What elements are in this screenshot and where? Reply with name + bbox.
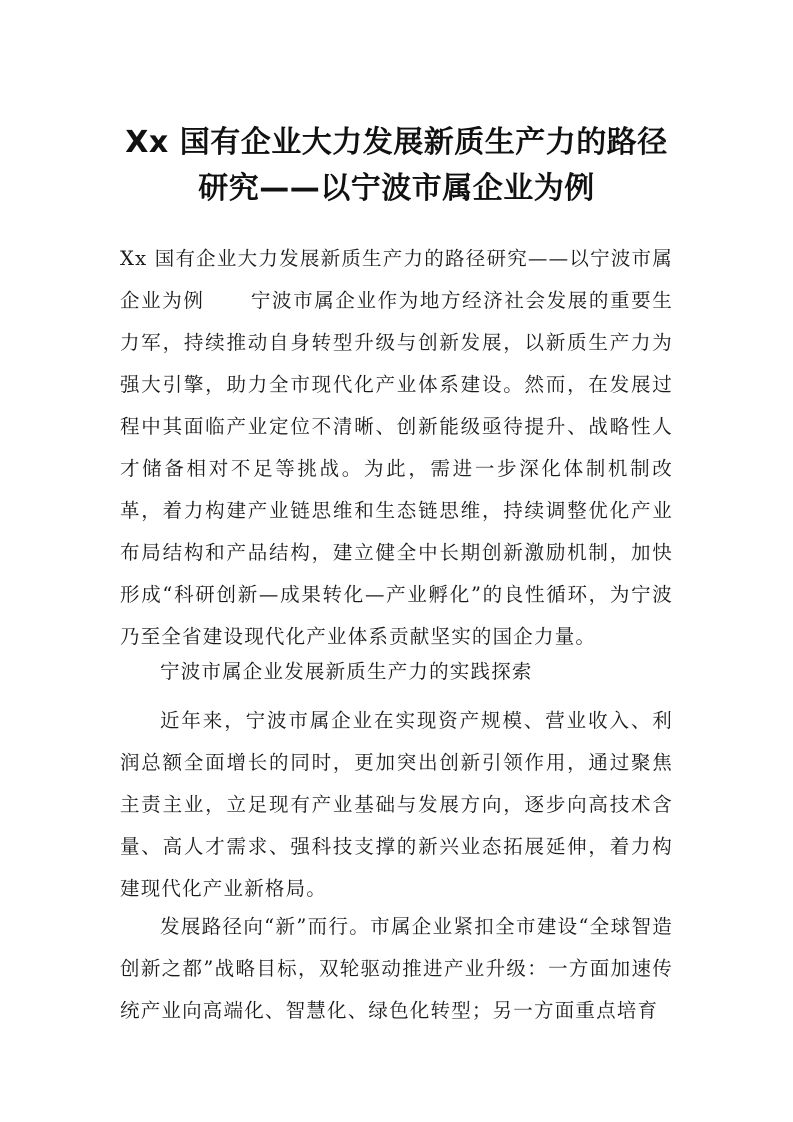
body-paragraph-2: 发展路径向“新”而行。市属企业紧扣全市建设“全球智造创新之都”战略目标，双轮驱动推进产业升级：一方面加速传统产业向高端化、智慧化、绿色化转型；另一方面重点培育 bbox=[120, 915, 673, 1022]
intro-body-text: 宁波市属企业作为地方经济社会发展的重要生力军，持续推动自身转型升级与创新发展，以新质生产力为强大引擎，助力全市现代化产业体系建设。然而，在发展过程中其面临产业定位不清晰、创新能级亟待提升、战略性人才储备相对不足等挑战。为此，需进一步深化体制机制改革，着力构建产业链思维和生态链思维，持续调整优化产业布局结构和产品结构，建立健全中长期创新激励机制，加快形成“科研创新—成果转化—产业孵化”的良性循环，为宁波乃至全省建设现代化产业体系贡献坚实的国企力量。 bbox=[120, 289, 673, 648]
intro-heading-text: Xx 国有企业大力发展新质生产力的路径研究——以宁波市属企业为例 bbox=[120, 247, 673, 312]
document-title: Xx 国有企业大力发展新质生产力的路径研究——以宁波市属企业为例 bbox=[125, 125, 668, 206]
intro-paragraph bbox=[120, 238, 673, 658]
section-heading: 宁波市属企业发展新质生产力的实践探索 bbox=[160, 660, 533, 683]
body-paragraph-1: 近年来，宁波市属企业在实现资产规模、营业收入、利润总额全面增长的同时，更加突出创新引领作用，通过聚焦主责主业，立足现有产业基础与发展方向，逐步向高技术含量、高人才需求、强科技支撑的新兴业态拓展延伸，着力构建现代化产业新格局。 bbox=[120, 709, 673, 900]
